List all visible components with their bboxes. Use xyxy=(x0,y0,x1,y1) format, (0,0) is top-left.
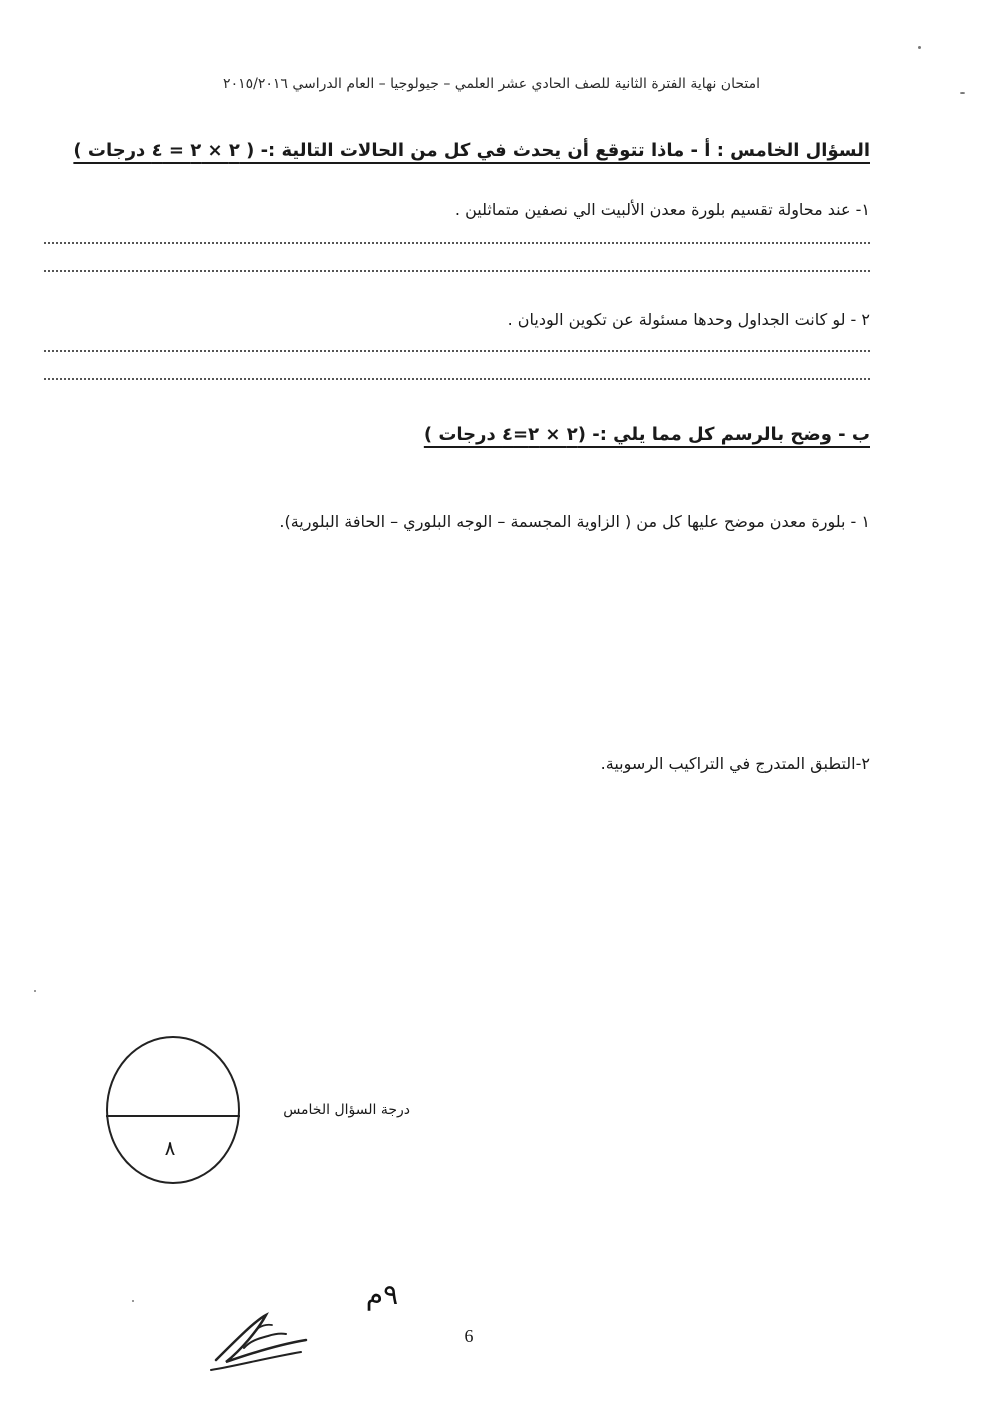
part-b-item-2: ٢-التطبق المتدرج في التراكيب الرسوبية. xyxy=(600,754,870,773)
answer-line xyxy=(44,270,870,272)
score-value: ٨ xyxy=(164,1136,176,1160)
handwritten-mark: ٩م xyxy=(365,1278,399,1311)
part-b-heading-text: ب - وضح بالرسم كل مما يلي :- (٢ × ٢=٤ درجات ) xyxy=(423,424,870,445)
exam-header-title: امتحان نهاية الفترة الثانية للصف الحادي عشر العلمي – جيولوجيا – العام الدراسي ٢٠١٥/٢٠١٦ xyxy=(223,76,760,92)
question-5-heading xyxy=(70,140,870,161)
score-divider xyxy=(106,1115,240,1117)
score-circle xyxy=(106,1036,240,1184)
page-number: 6 xyxy=(464,1326,474,1346)
answer-line xyxy=(44,378,870,380)
question-5-item-2: ٢ - لو كانت الجداول وحدها مسئولة عن تكوين الوديان . xyxy=(507,310,870,329)
question-5-item-1: ١- عند محاولة تقسيم بلورة معدن الألبيت الي نصفين متماثلين . xyxy=(454,200,870,219)
part-b-heading xyxy=(414,424,870,445)
answer-line xyxy=(44,242,870,244)
scan-speck xyxy=(918,46,921,49)
signature-icon xyxy=(196,1300,326,1380)
score-label: درجة السؤال الخامس xyxy=(283,1102,410,1118)
scan-speck xyxy=(132,1300,134,1302)
scan-speck xyxy=(34,990,36,992)
scan-speck xyxy=(960,92,965,94)
question-5-heading-text: السؤال الخامس : أ - ماذا تتوقع أن يحدث في كل من الحالات التالية :- ( ٢ × ٢ = ٤ درجات ) xyxy=(73,140,870,161)
part-b-item-1: ١ - بلورة معدن موضح عليها كل من ( الزاوية المجسمة – الوجه البلوري – الحافة البلورية). xyxy=(279,512,870,531)
answer-line xyxy=(44,350,870,352)
